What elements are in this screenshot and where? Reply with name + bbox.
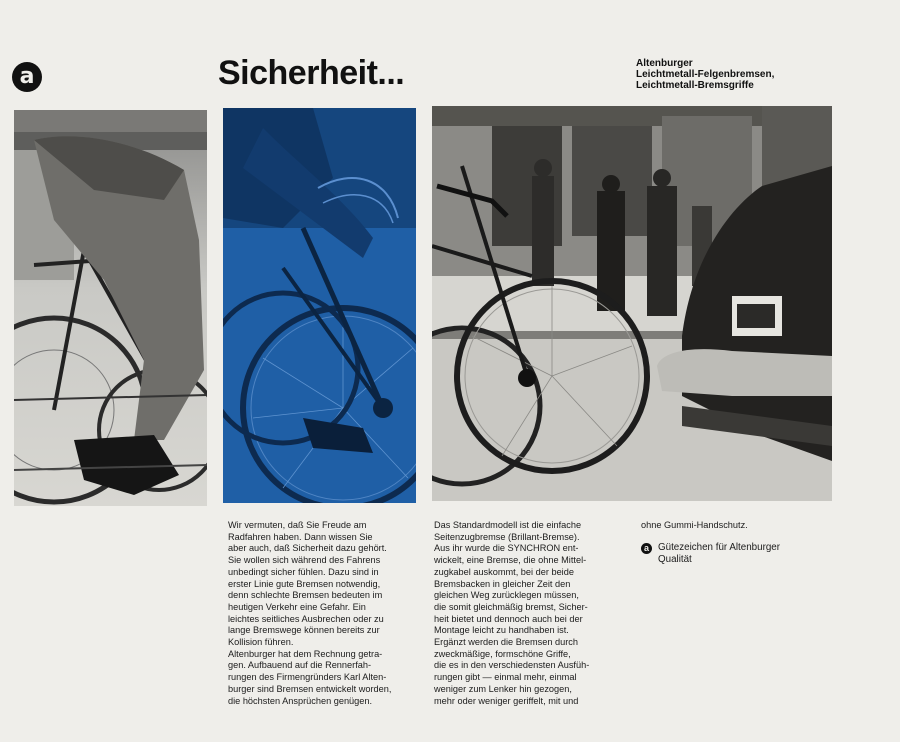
text-line: zweckmäßige, formschöne Griffe, — [434, 648, 571, 659]
text-line: die es in den verschiedensten Ausfüh- — [434, 660, 590, 671]
quality-seal-glyph: a — [643, 543, 649, 554]
text-line: heutigen Verkehr eine Gefahr. Ein — [228, 601, 366, 612]
text-line: Sie wollen sich während des Fahrens — [228, 555, 381, 566]
text-line: Kollision führen. — [228, 637, 294, 648]
text-line: Seitenzugbremse (Brillant-Bremse). — [434, 531, 580, 542]
text-line: wickelt, eine Bremse, die ohne Mittel- — [434, 555, 587, 566]
quality-mark-text — [658, 542, 780, 566]
text-line: Montage leicht zu handhaben ist. — [434, 625, 569, 636]
body-text-column-3 — [641, 520, 831, 566]
text-line: heit bietet und dennoch auch bei der — [434, 613, 583, 624]
text-line: aber auch, daß Sicherheit dazu gehört. — [228, 543, 387, 554]
subtitle-line: Leichtmetall-Felgenbremsen, — [636, 69, 775, 80]
text-line: rungen gibt — einmal mehr, einmal — [434, 672, 577, 683]
quality-mark-line: Gütezeichen für Altenburger — [658, 541, 780, 553]
text-line: unbedingt sicher fühlen. Dazu sind in — [228, 566, 379, 577]
text-line: gleichen Weg zurücklegen müssen, — [434, 590, 579, 601]
text-line: die somit gleichmäßig bremst, Sicher- — [434, 601, 588, 612]
text-line: ohne Gummi-Handschutz. — [641, 520, 748, 530]
logo-glyph: a — [19, 64, 35, 89]
quality-mark — [641, 542, 831, 566]
text-line: gen. Aufbauend auf die Rennerfah- — [228, 660, 372, 671]
text-line: burger sind Bremsen entwickelt worden, — [228, 683, 392, 694]
blue-cyclist-photo — [223, 108, 416, 503]
body-text-column-2 — [434, 520, 624, 707]
quality-mark-line: Qualität — [658, 553, 692, 565]
text-line: rungen des Firmengründers Karl Alten- — [228, 672, 387, 683]
quality-seal-icon — [641, 543, 652, 554]
street-traffic-photo — [432, 106, 832, 501]
subtitle-line: Altenburger — [636, 58, 693, 69]
text-line: lange Bremswege können bereits zur — [228, 625, 380, 636]
text-line: weniger zum Lenker hin gezogen, — [434, 683, 572, 694]
text-line: Altenburger hat dem Rechnung getra- — [228, 648, 383, 659]
text-line: die höchsten Ansprüchen genügen. — [228, 695, 373, 706]
text-line: zugkabel auskommt, bei der beide — [434, 566, 574, 577]
text-line: Wir vermuten, daß Sie Freude am — [228, 520, 367, 530]
text-line: Aus ihr wurde die SYNCHRON ent- — [434, 543, 579, 554]
text-line: Das Standardmodell ist die einfache — [434, 520, 582, 530]
text-line: Radfahren haben. Dann wissen Sie — [228, 531, 373, 542]
altenburger-logo-icon — [12, 62, 42, 92]
text-line: mehr oder weniger geriffelt, mit und — [434, 695, 579, 706]
page-title: Sicherheit... — [218, 54, 405, 92]
text-line: Bremsbacken in gleicher Zeit den — [434, 578, 571, 589]
text-line: leichtes seitliches Ausbrechen oder zu — [228, 613, 384, 624]
cyclist-legs-photo — [14, 110, 207, 506]
product-subtitle — [636, 58, 836, 91]
subtitle-line: Leichtmetall-Bremsgriffe — [636, 80, 754, 91]
body-text-column-1 — [228, 520, 418, 707]
text-line: denn schlechte Bremsen bedeuten im — [228, 590, 383, 601]
text-line: Ergänzt werden die Bremsen durch — [434, 637, 579, 648]
text-line: erster Linie gute Bremsen notwendig, — [228, 578, 381, 589]
